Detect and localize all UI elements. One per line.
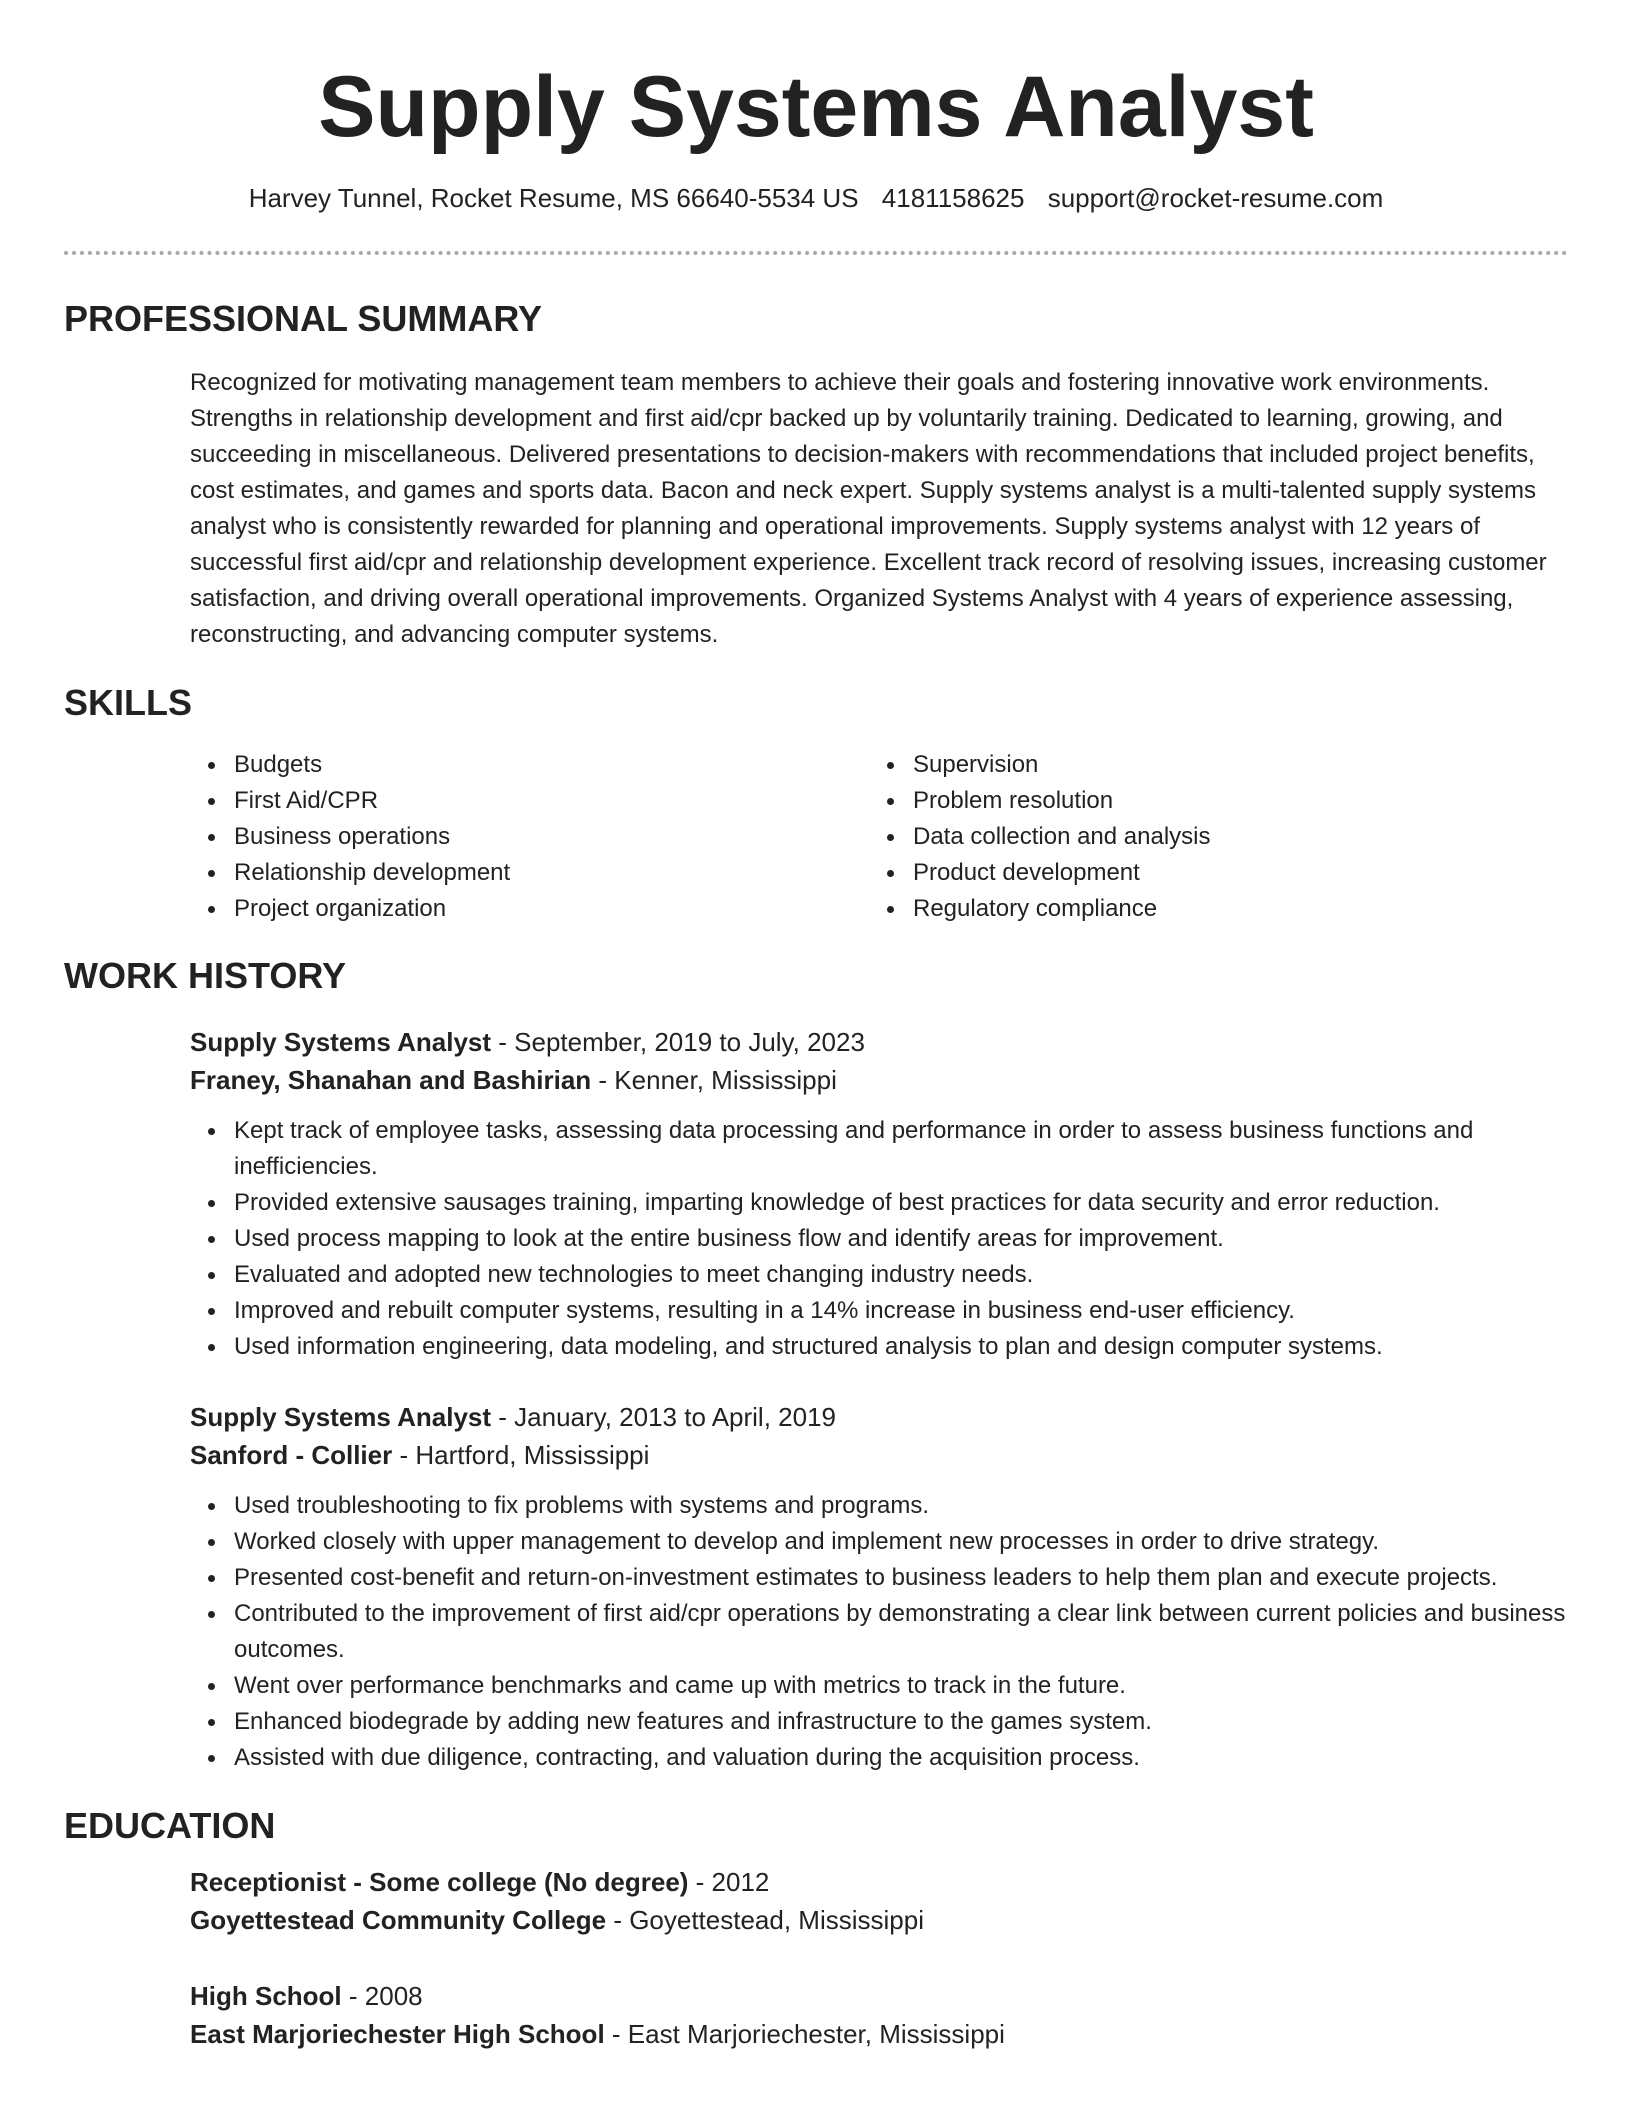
- skill-item: First Aid/CPR: [234, 783, 510, 819]
- job-title-line: [190, 1023, 1570, 1061]
- job-title: Supply Systems Analyst: [190, 1402, 492, 1432]
- job-bullet: Went over performance benchmarks and came up with metrics to track in the future.: [234, 1668, 1570, 1704]
- skill-item: Business operations: [234, 819, 510, 855]
- job-bullet: Worked closely with upper management to develop and implement new processes in order to drive strategy.: [234, 1524, 1570, 1560]
- education-school-line: [190, 2015, 1570, 2053]
- job-title-line: [190, 1398, 1570, 1436]
- header-divider: [64, 251, 1568, 255]
- education-degree: Receptionist - Some college (No degree): [190, 1867, 689, 1897]
- skill-item: Product development: [913, 855, 1211, 891]
- job-bullet: Presented cost-benefit and return-on-investment estimates to business leaders to help them plan and execute projects.: [234, 1560, 1570, 1596]
- skill-item: Supervision: [913, 747, 1211, 783]
- education-degree-line: [190, 1977, 1570, 2015]
- education-year: - 2008: [348, 1981, 423, 2011]
- skills-list-left: [190, 747, 510, 927]
- resume-title: Supply Systems Analyst: [318, 59, 1314, 155]
- education-degree: High School: [190, 1981, 342, 2011]
- job-bullet: Evaluated and adopted new technologies to meet changing industry needs.: [234, 1257, 1570, 1293]
- job-bullet: Used troubleshooting to fix problems with systems and programs.: [234, 1488, 1570, 1524]
- summary-text: Recognized for motivating management team members to achieve their goals and fostering innovative work environments. Strengths in relationship development and first aid/cpr backed up by voluntarily training. Dedicated to learning, growing, and succeeding in miscellaneous. Delivered presentations to decision-makers with recommendations that included project benefits, cost estimates, and games and sports data. Bacon and neck expert. Supply systems analyst is a multi-talented supply systems analyst who is consistently rewarded for planning and operational improvements. Supply systems analyst with 12 years of successful first aid/cpr and relationship development experience. Excellent track record of resolving issues, increasing customer satisfaction, and driving overall operational improvements. Organized Systems Analyst with 4 years of experience assessing, reconstructing, and advancing computer systems.: [190, 369, 1547, 648]
- education-location: - East Marjoriechester, Mississippi: [611, 2019, 1005, 2049]
- job-bullet: Used process mapping to look at the entire business flow and identify areas for improvement.: [234, 1221, 1570, 1257]
- job-location: - Hartford, Mississippi: [399, 1440, 650, 1470]
- education-location: - Goyettestead, Mississippi: [613, 1905, 924, 1935]
- contact-address: Harvey Tunnel, Rocket Resume, MS 66640-5534 US: [248, 183, 859, 213]
- job-company: Franey, Shanahan and Bashirian: [190, 1065, 592, 1095]
- job-bullet: Used information engineering, data modeling, and structured analysis to plan and design computer systems.: [234, 1329, 1570, 1365]
- job-entry: [190, 1023, 1570, 1365]
- skill-item: Data collection and analysis: [913, 819, 1211, 855]
- job-dates: - January, 2013 to April, 2019: [498, 1402, 836, 1432]
- job-bullet: Kept track of employee tasks, assessing data processing and performance in order to assess business functions and inefficiencies.: [234, 1113, 1570, 1185]
- job-company-line: [190, 1436, 1570, 1474]
- job-entry: [190, 1398, 1570, 1776]
- education-entry: [190, 1863, 1570, 1939]
- education-heading: EDUCATION: [64, 1805, 276, 1846]
- job-dates: - September, 2019 to July, 2023: [498, 1027, 865, 1057]
- job-bullet: Contributed to the improvement of first aid/cpr operations by demonstrating a clear link between current policies and business outcomes.: [234, 1596, 1570, 1668]
- work-history-heading: WORK HISTORY: [64, 955, 347, 996]
- skill-item: Project organization: [234, 891, 510, 927]
- skills-list-right: [869, 747, 1211, 927]
- skills-heading: SKILLS: [64, 682, 193, 723]
- job-bullet: Enhanced biodegrade by adding new features and infrastructure to the games system.: [234, 1704, 1570, 1740]
- job-bullets: [190, 1488, 1570, 1776]
- education-school: East Marjoriechester High School: [190, 2019, 605, 2049]
- contact-email: support@rocket-resume.com: [1047, 183, 1384, 213]
- education-entry: [190, 1977, 1570, 2053]
- contact-phone: 4181158625: [881, 183, 1025, 213]
- skill-item: Regulatory compliance: [913, 891, 1211, 927]
- job-company: Sanford - Collier: [190, 1440, 393, 1470]
- job-bullet: Improved and rebuilt computer systems, resulting in a 14% increase in business end-user efficiency.: [234, 1293, 1570, 1329]
- education-year: - 2012: [695, 1867, 770, 1897]
- job-location: - Kenner, Mississippi: [598, 1065, 837, 1095]
- contact-line: [0, 180, 1632, 216]
- education-school: Goyettestead Community College: [190, 1905, 607, 1935]
- skill-item: Problem resolution: [913, 783, 1211, 819]
- education-school-line: [190, 1901, 1570, 1939]
- job-bullet: Assisted with due diligence, contracting, and valuation during the acquisition process.: [234, 1740, 1570, 1776]
- summary-heading: PROFESSIONAL SUMMARY: [64, 298, 543, 339]
- job-title: Supply Systems Analyst: [190, 1027, 492, 1057]
- job-bullet: Provided extensive sausages training, imparting knowledge of best practices for data security and error reduction.: [234, 1185, 1570, 1221]
- education-degree-line: [190, 1863, 1570, 1901]
- skill-item: Relationship development: [234, 855, 510, 891]
- job-bullets: [190, 1113, 1570, 1365]
- job-company-line: [190, 1061, 1570, 1099]
- skill-item: Budgets: [234, 747, 510, 783]
